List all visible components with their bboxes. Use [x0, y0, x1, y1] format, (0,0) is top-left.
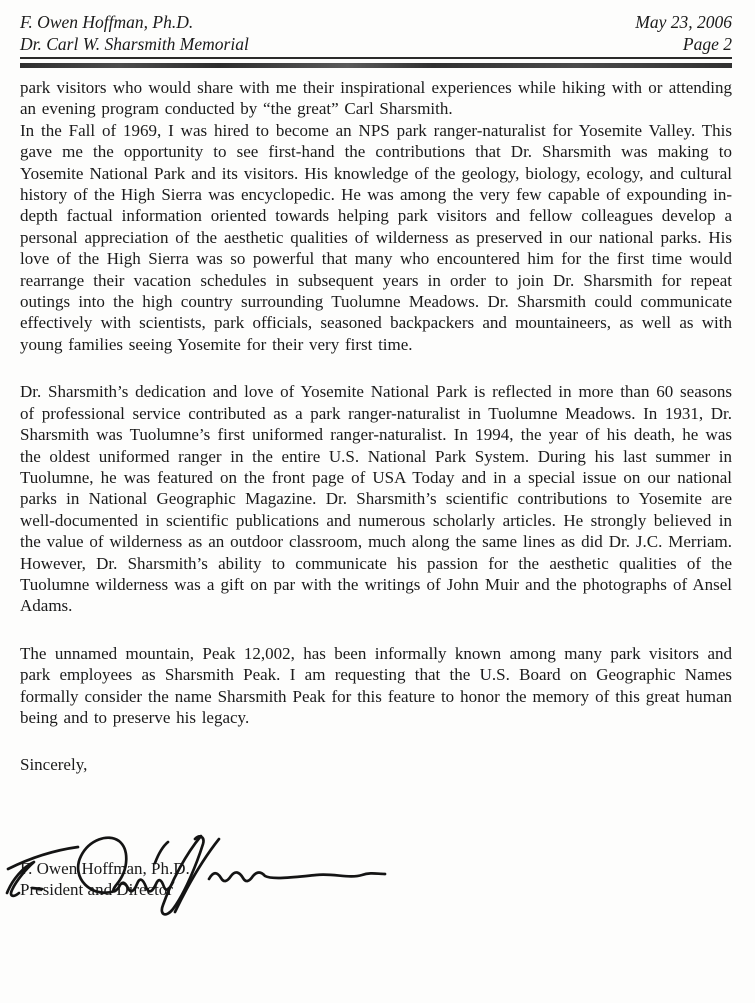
paragraph-peak-request: The unnamed mountain, Peak 12,002, has been informally known among many park visitors and park employees as Sharsmith Peak. I am requesting that the U.S. Board on Geographic Names formally consider the name Sharsmith Peak for this feature to honor the memory of this great human being and to preserve his legacy. [20, 643, 732, 727]
header-subject: Dr. Carl W. Sharsmith Memorial [20, 34, 249, 54]
letter-header-row-2 [20, 33, 732, 55]
paragraph-fall-1969: In the Fall of 1969, I was hired to become an NPS park ranger-naturalist for Yosemite Valley. This gave me the opportunity to see first-hand the contributions that Dr. Sharsmith was making to Yosemite National Park and its visitors. His knowledge of the geology, biology, ecology, and cultural history of the High Sierra was encyclopedic. He was among the very few capable of expounding in-depth factual information oriented towards helping park visitors and fellow colleagues develop a personal appreciation of the aesthetic qualities of wilderness as preserved in our national parks. His love of the High Sierra was so powerful that many who encountered him for the first time would rearrange their vacation schedules in subsequent years in order to join Dr. Sharsmith for repeat outings into the high country surrounding Tuolumne Meadows. Dr. Sharsmith could communicate effectively with scientists, park officials, seasoned backpackers and mountaineers, as well as with young families seeing Yosemite for their very first time. [20, 120, 732, 354]
closing-salutation: Sincerely, [20, 755, 88, 775]
signature-block [20, 858, 732, 901]
header-rule-thin [20, 57, 732, 59]
letter-header-row-1 [20, 11, 732, 33]
header-page-number: Page 2 [682, 34, 732, 54]
signatory-name: F. Owen Hoffman, Ph.D. [20, 858, 190, 878]
paragraph-continuation: park visitors who would share with me their inspirational experiences while hiking with or attending an evening program conducted by “the great” Carl Sharsmith. [20, 78, 732, 119]
paragraph-dedication: Dr. Sharsmith’s dedication and love of Yosemite National Park is reflected in more than 60 seasons of professional service contributed as a park ranger-naturalist in Tuolumne Meadows. In 1931, Dr. Sharsmith was Tuolumne’s first uniformed ranger-naturalist. In 1994, the year of his death, he was the oldest uniformed ranger in the entire U.S. National Park System. During his last summer in Tuolumne, he was featured on the front page of USA Today and in a special issue on our national parks in National Geographic Magazine. Dr. Sharsmith’s scientific contributions to Yosemite are well-documented in scientific publications and numerous scholarly articles. He strongly believed in the value of wilderness as an outdoor classroom, much along the same lines as did Dr. J.C. Merriam. However, Dr. Sharsmith’s ability to communicate his passion for the aesthetic qualities of the Tuolumne wilderness was a gift on par with the writings of John Muir and the photographs of Ansel Adams. [20, 382, 732, 616]
letter-body [20, 77, 732, 728]
header-author: F. Owen Hoffman, Ph.D. [20, 12, 194, 32]
header-date: May 23, 2006 [635, 12, 732, 32]
signatory-title: President and Director [20, 880, 173, 900]
header-rule-thick [20, 63, 732, 68]
